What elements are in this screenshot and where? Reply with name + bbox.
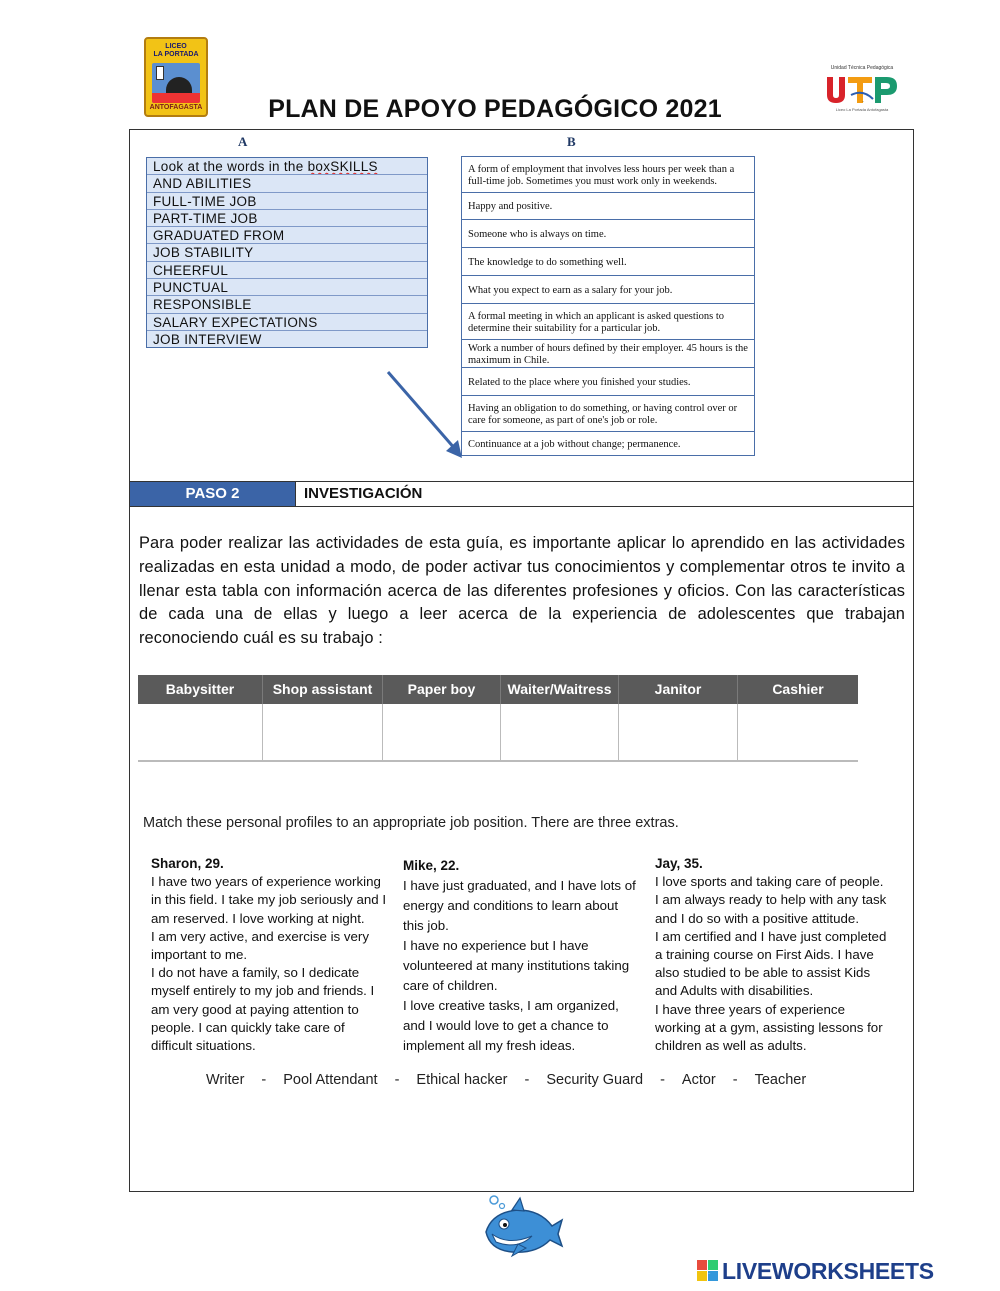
profile-text: I have just graduated, and I have lots of energy and conditions to learn about this job. I have no experience but I have volunteered at many institutions taking care of children. I love creative tasks, I am organized, and I would love to get a chance to implement all my fresh ideas. [403,878,636,1053]
jobs-answer-cell[interactable] [501,704,619,760]
liveworksheets-text: LIVEWORKSHEETS [722,1258,934,1284]
option-separator: - [394,1072,400,1088]
word-item[interactable]: JOB STABILITY [147,244,427,261]
definition-item[interactable]: What you expect to earn as a salary for your job. [462,276,754,304]
logo-line-1: LICEO [165,43,187,50]
option-separator: - [261,1072,267,1088]
jobs-table [138,675,858,762]
profile-card [151,855,396,1055]
word-item[interactable]: CHEERFUL [147,262,427,279]
option-separator: - [524,1072,530,1088]
svg-text:LIVE: LIVE [708,1274,711,1275]
column-a-heading: A [238,134,248,149]
profile-name: Sharon, 29. [151,856,224,871]
match-instruction: Match these personal profiles to an appropriate job position. There are three extras. [143,815,679,831]
column-b-heading: B [567,134,576,149]
definition-item[interactable]: Continuance at a job without change; permanence. [468,439,681,451]
jobs-table-header [138,675,858,704]
job-option[interactable]: Writer [206,1072,245,1088]
jobs-header-cell: Cashier [772,681,824,697]
logo-line-3: ANTOFAGASTA [149,104,203,111]
definitions-box [461,156,755,456]
option-separator: - [732,1072,738,1088]
liveworksheets-logo-icon [697,1260,719,1282]
word-box-intro [147,158,427,175]
job-option[interactable]: Ethical hacker [416,1072,508,1088]
word-item[interactable]: RESPONSIBLE [147,296,427,313]
word-intro-text: Look at the words in the [153,159,308,174]
job-option[interactable]: Security Guard [546,1072,644,1088]
definition-item[interactable]: A form of employment that involves less hours per week than a full-time job. Sometimes you must work only in weekends. [462,157,754,193]
jobs-answer-cell[interactable] [138,704,263,760]
jobs-answer-cell[interactable] [263,704,383,760]
word-item[interactable]: FULL-TIME JOB [147,193,427,210]
jobs-header-cell: Waiter/Waitress [501,675,619,704]
jobs-answer-cell[interactable] [619,704,738,760]
utp-subcaption: Liceo La Portada Antofagasta [835,107,889,112]
svg-text:UTP: UTP [862,102,864,103]
word-item[interactable]: PUNCTUAL [147,279,427,296]
definition-item[interactable]: Related to the place where you finished your studies. [462,368,754,396]
word-box [146,157,428,348]
job-option[interactable]: Teacher [754,1072,807,1088]
profile-name: Mike, 22. [403,858,460,873]
paso-2-label: PASO 2 [130,482,295,506]
jobs-header-cell: Shop assistant [263,675,383,704]
jobs-answer-cell[interactable] [383,704,501,760]
page-title: PLAN DE APOYO PEDAGÓGICO 2021 [268,95,722,123]
profile-card [403,856,648,1056]
arrow-down-right-icon [380,368,470,463]
profile-text: I have two years of experience working in this field. I take my job seriously and I am reserved. I love working at night. I am very active, and exercise is very important to me. I do not have a family, so I dedicate myself entirely to my job and friends. I am very good at paying attention to people. I can quickly take care of difficult situations. [151,874,387,1054]
jobs-header-cell: Babysitter [138,675,263,704]
utp-caption: Unidad Técnica Pedagógica [830,65,894,71]
definition-item[interactable]: Having an obligation to do something, or having control over or care for someone, as part of one's job or role. [462,396,754,432]
job-option[interactable]: Actor [681,1072,716,1088]
jobs-header-cell: Paper boy [383,675,501,704]
word-item[interactable]: SALARY EXPECTATIONS [147,314,427,331]
paso-2-title: INVESTIGACIÓN [304,485,423,502]
job-option[interactable]: Pool Attendant [283,1072,378,1088]
definition-item[interactable]: Someone who is always on time. [462,220,754,248]
jobs-answer-cell[interactable] [738,704,858,760]
profile-card [655,855,905,1055]
profile-name: Jay, 35. [655,856,703,871]
jobs-table-row [138,704,858,760]
profile-text: I love sports and taking care of people. I am always ready to help with any task and I do so with a positive attitude. I am certified and I have just completed a training course on First Aids. I have also studied to be able to assist Kids and Adults with disabilities. I have three years of experience working at a gym, assisting lessons for children as well as adults. [655,874,887,1054]
definition-item[interactable]: Work a number of hours defined by their employer. 45 hours is the maximum in Chile. [462,340,754,368]
word-item[interactable]: AND ABILITIES [147,175,427,192]
instructions-paragraph: Para poder realizar las actividades de esta guía, es importante aplicar lo aprendido en las actividades realizadas en esta unidad a modo, de poder activar tus conocimientos y complementar otros te invito a llenar esta tabla con información acerca de las diferentes profesiones y oficios. Con las características de cada una de ellas y luego a leer acerca de la experiencia de adolescentes que trabajan reconociendo cuál es su trabajo : [139,534,905,648]
word-intro-misspelled: boxSKILLS [307,159,378,174]
definition-item[interactable]: The knowledge to do something well. [462,248,754,276]
paso-2-bar [130,481,913,507]
definition-item[interactable]: Happy and positive. [462,193,754,220]
job-options [206,1072,846,1088]
logo-line-2: LA PORTADA [153,51,199,58]
definition-item[interactable]: A formal meeting in which an applicant is asked questions to determine their suitability for a particular job. [462,304,754,340]
word-item[interactable]: GRADUATED FROM [147,227,427,244]
shark-mascot-icon [478,1194,564,1258]
liveworksheets-brand [697,1258,997,1284]
word-item[interactable]: JOB INTERVIEW [153,331,262,347]
option-separator: - [660,1072,665,1088]
word-item[interactable]: PART-TIME JOB [147,210,427,227]
jobs-header-cell: Janitor [619,675,738,704]
